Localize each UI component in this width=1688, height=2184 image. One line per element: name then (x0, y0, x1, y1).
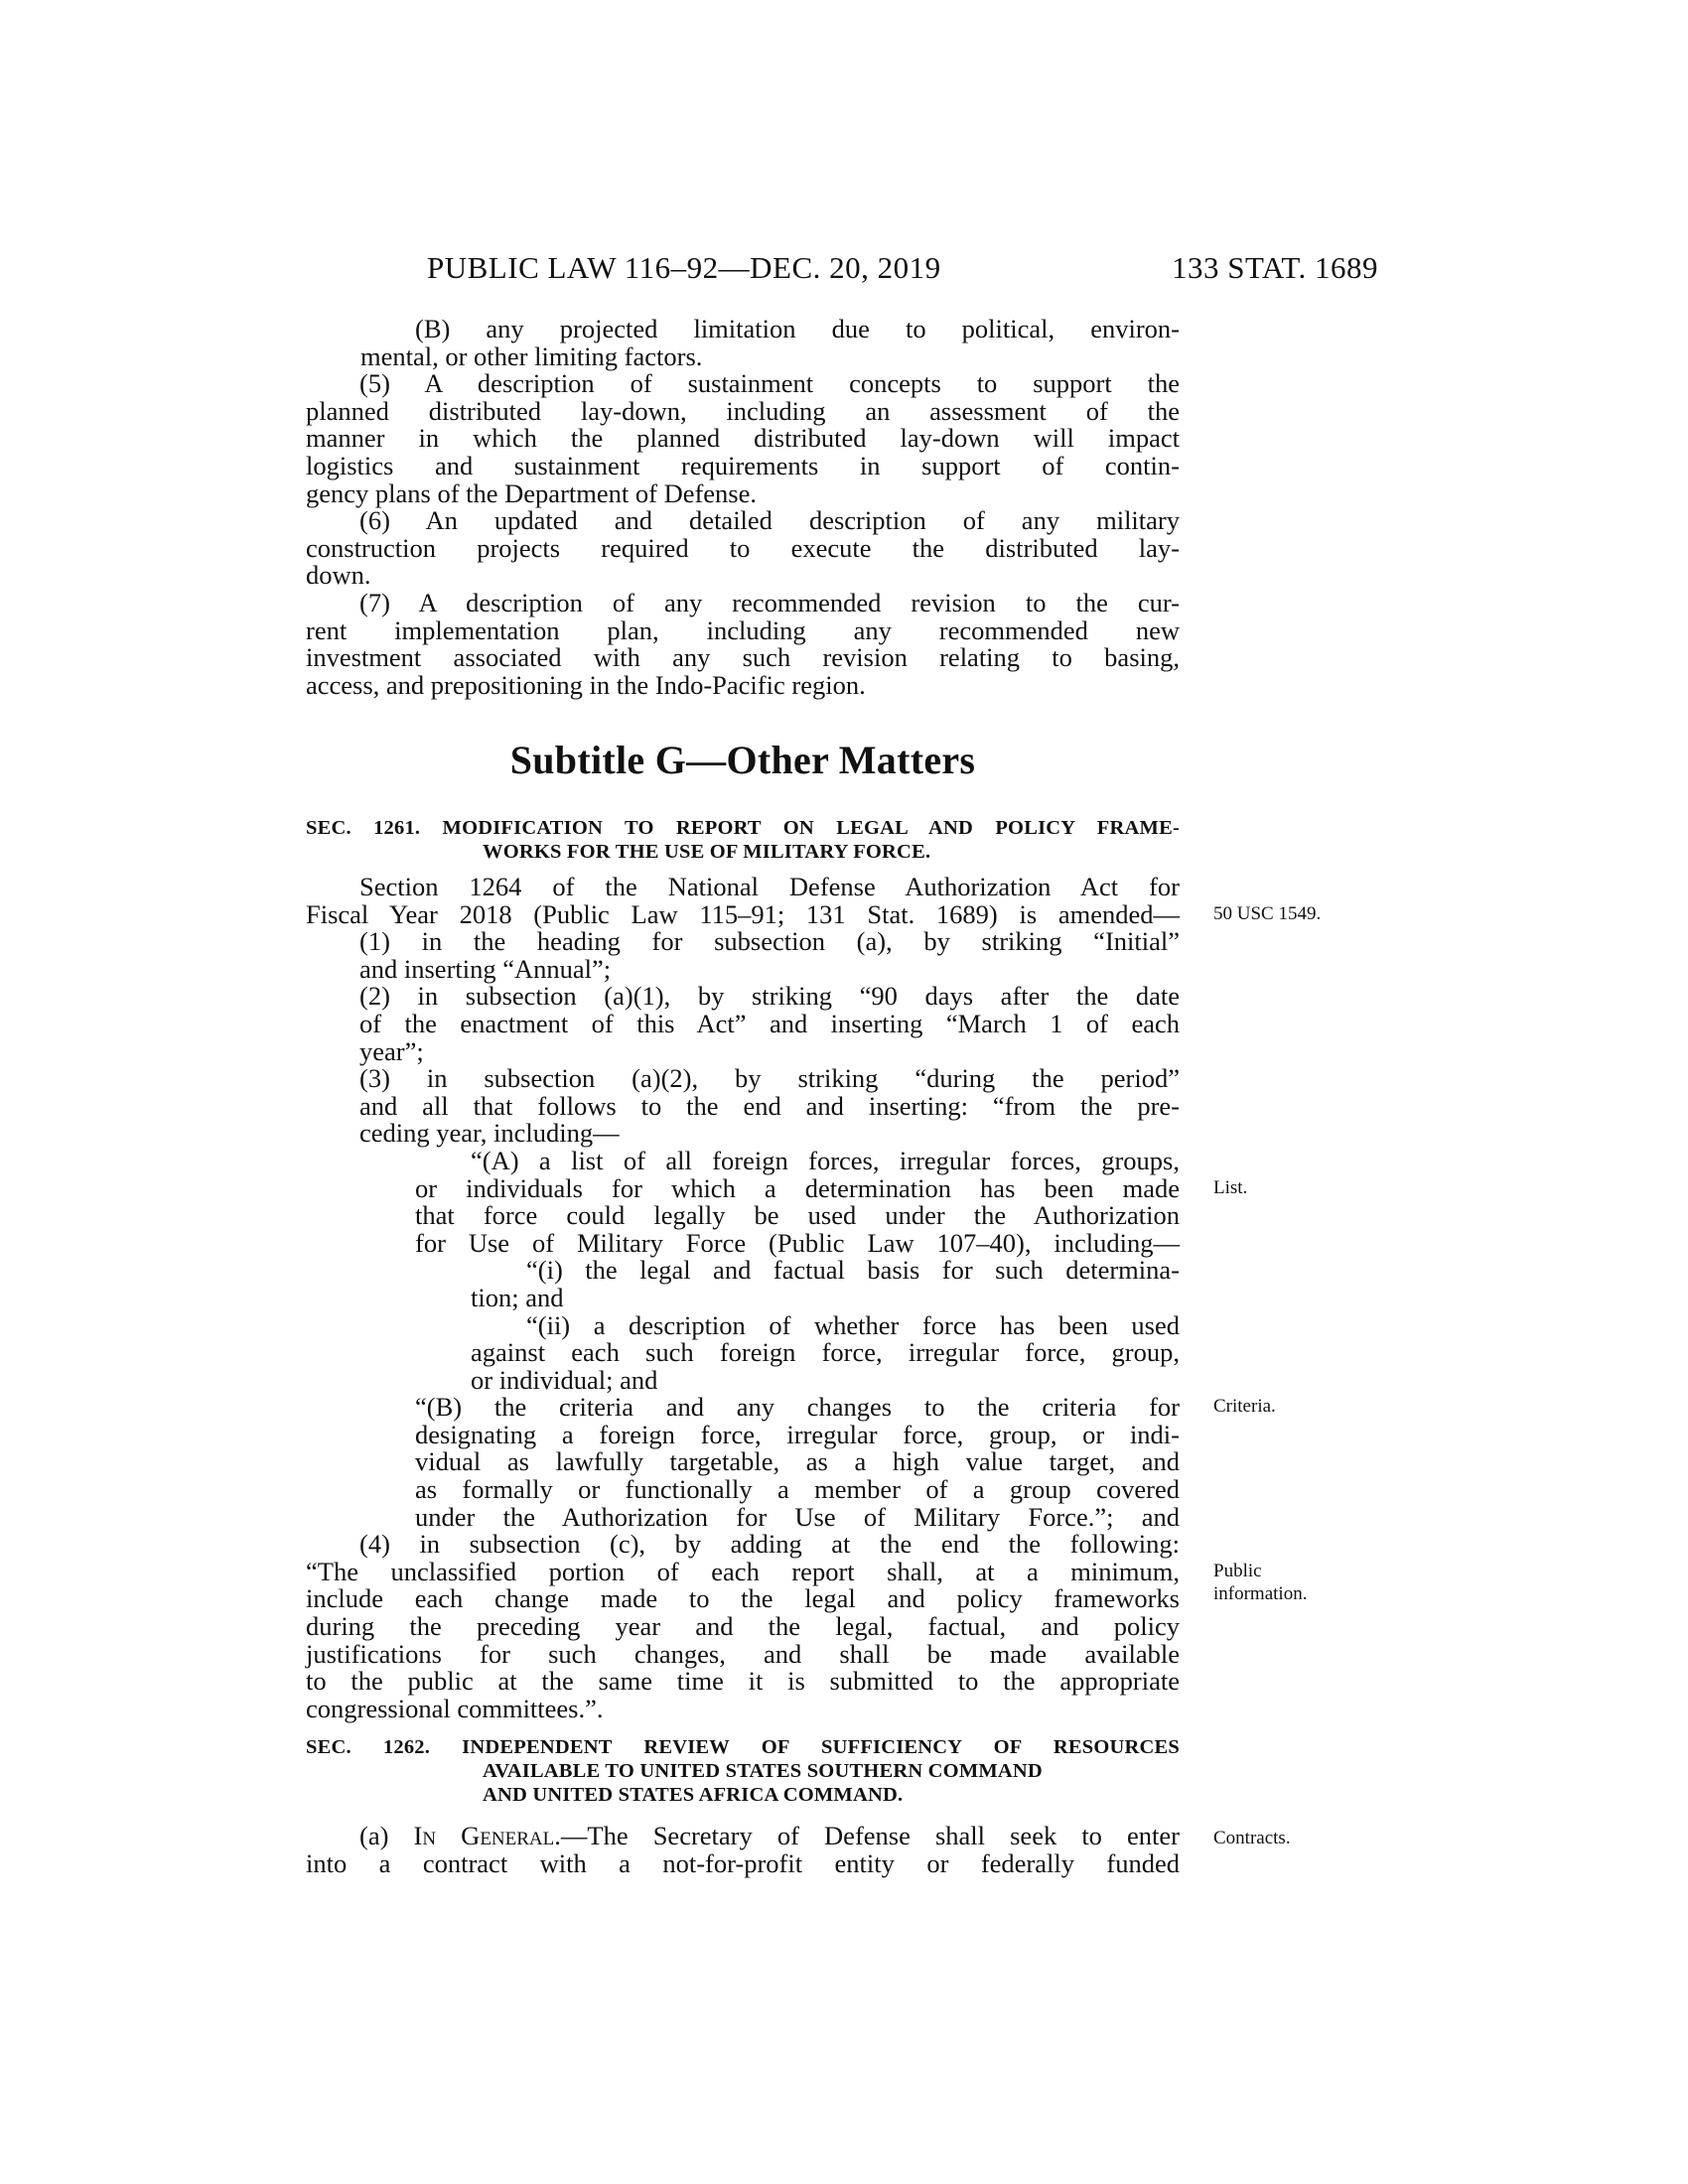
subsection-heading: In General (413, 1821, 555, 1850)
body-line: during the preceding year and the legal, factual, and policy (306, 1611, 1180, 1642)
body-line: “The unclassified portion of each report shall, at a minimum, (306, 1556, 1180, 1586)
subsection-a-line (306, 1823, 1180, 1850)
para-7-line: rent implementation plan, including any recommended new (306, 614, 1180, 645)
body-line: that force could legally be used under the Authorization (415, 1200, 1180, 1231)
body-line: congressional committees.”. (306, 1693, 604, 1723)
para-b-line: mental, or other limiting factors. (360, 341, 703, 371)
body-line: or individual; and (471, 1364, 658, 1395)
para-5-line: gency plans of the Department of Defense. (306, 478, 758, 508)
body-line: “(B) the criteria and any changes to the criteria for (415, 1392, 1180, 1423)
body-line: as formally or functionally a member of a group covered (415, 1474, 1180, 1505)
running-head-law: PUBLIC LAW 116–92—DEC. 20, 2019 (427, 250, 941, 285)
para-6-line: (6) An updated and detailed description of any military (359, 505, 1180, 536)
continuation-block (306, 316, 1180, 699)
section-1261-body (306, 874, 1180, 1722)
body-line: Fiscal Year 2018 (Public Law 115–91; 131 Stat. 1689) is amended— (306, 898, 1180, 929)
body-line: against each such foreign force, irregular force, group, (471, 1337, 1180, 1368)
para-5-line: (5) A description of sustainment concepts to support the (359, 368, 1180, 399)
body-line: for Use of Military Force (Public Law 107–40), including— (415, 1227, 1180, 1258)
para-7-line: investment associated with any such revision relating to basing, (306, 642, 1180, 673)
body-line: and all that follows to the end and inserting: “from the pre- (359, 1090, 1180, 1121)
body-line: designating a foreign force, irregular force, group, or indi- (415, 1419, 1180, 1449)
body-line: Section 1264 of the National Defense Authorization Act for (359, 872, 1180, 901)
body-line: (2) in subsection (a)(1), by striking “90 days after the date (359, 981, 1180, 1012)
section-1261-heading (306, 816, 1180, 864)
body-line: vidual as lawfully targetable, as a high value target, and (415, 1446, 1180, 1477)
body-line: year”; (359, 1035, 424, 1066)
body-line: “(ii) a description of whether force has been used (526, 1309, 1180, 1340)
section-heading-line: AND UNITED STATES AFRICA COMMAND. (483, 1784, 904, 1806)
para-6-line: down. (306, 560, 371, 591)
para-7-line: (7) A description of any recommended revision to the cur- (359, 587, 1180, 617)
body-line: (4) in subsection (c), by adding at the end the following: (359, 1529, 1180, 1560)
section-heading-line: WORKS FOR THE USE OF MILITARY FORCE. (483, 841, 931, 863)
body-line: tion; and (471, 1282, 564, 1312)
body-line: justifications for such changes, and shall be made available (306, 1638, 1180, 1669)
body-line: and inserting “Annual”; (359, 953, 612, 984)
section-heading-line: SEC. 1261. MODIFICATION TO REPORT ON LEGAL AND POLICY FRAME- (306, 817, 1180, 839)
body-line: or individuals for which a determination has been made (415, 1172, 1180, 1203)
section-1262-body (306, 1823, 1180, 1877)
section-1262-heading (306, 1735, 1180, 1807)
para-7-line: access, and prepositioning in the Indo-Pacific region. (306, 669, 866, 700)
body-line: under the Authorization for Use of Military Force.”; and (415, 1501, 1180, 1532)
body-line: “(A) a list of all foreign forces, irregular forces, groups, (471, 1145, 1180, 1175)
body-line: include each change made to the legal and policy frameworks (306, 1583, 1180, 1614)
margin-note-usc: 50 USC 1549. (1213, 903, 1322, 924)
subsection-a-line: into a contract with a not-for-profit entity or federally funded (306, 1847, 1180, 1878)
body-line: (3) in subsection (a)(2), by striking “during the period” (359, 1063, 1180, 1094)
body-line: (1) in the heading for subsection (a), by striking “Initial” (359, 926, 1180, 957)
para-b-line: (B) any projected limitation due to political, environ- (415, 314, 1180, 343)
margin-note-list: List. (1213, 1177, 1248, 1198)
margin-note-line: information. (1213, 1583, 1308, 1604)
body-line: of the enactment of this Act” and inserting “March 1 of each (359, 1008, 1180, 1038)
para-5-line: planned distributed lay-down, including an assessment of the (306, 395, 1180, 426)
subsection-label: (a) (359, 1821, 414, 1850)
section-heading-line: SEC. 1262. INDEPENDENT REVIEW OF SUFFICIENCY OF RESOURCES (306, 1736, 1180, 1758)
para-5-line: manner in which the planned distributed lay-down will impact (306, 423, 1180, 454)
body-line: to the public at the same time it is submitted to the appropriate (306, 1666, 1180, 1697)
margin-note-criteria: Criteria. (1213, 1396, 1276, 1417)
margin-note-line: Public (1213, 1561, 1262, 1581)
body-line: “(i) the legal and factual basis for such determina- (526, 1255, 1180, 1286)
margin-note-public-information (1213, 1560, 1307, 1605)
subtitle-heading: Subtitle G—Other Matters (509, 738, 976, 782)
body-line: ceding year, including— (359, 1118, 620, 1149)
subsection-text: .—The Secretary of Defense shall seek to enter (554, 1821, 1180, 1850)
section-heading-line: AVAILABLE TO UNITED STATES SOUTHERN COMMAND (483, 1760, 1043, 1782)
para-5-line: logistics and sustainment requirements in support of contin- (306, 450, 1180, 480)
page-header (427, 250, 1378, 290)
running-head-stat: 133 STAT. 1689 (1171, 250, 1378, 285)
margin-note-contracts: Contracts. (1213, 1828, 1291, 1848)
para-6-line: construction projects required to execute the distributed lay- (306, 532, 1180, 563)
